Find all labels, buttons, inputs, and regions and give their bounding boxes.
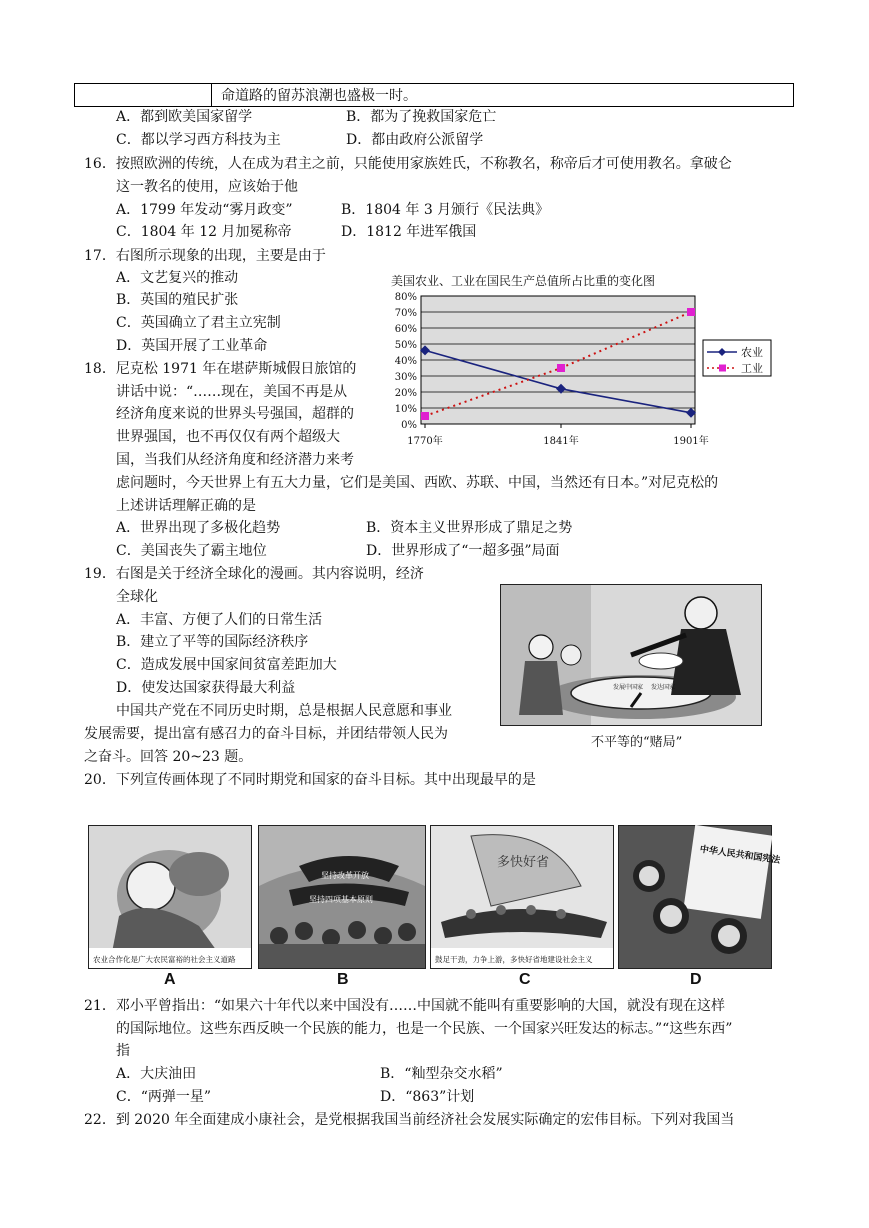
- q19-option-a: A．丰富、方便了人们的日常生活: [116, 612, 323, 628]
- q18-line4: 世界强国，也不再仅仅有两个超级大: [116, 429, 340, 445]
- q18-option-b: B．资本主义世界形成了鼎足之势: [366, 520, 573, 536]
- q18-line6: 虑问题时，今天世界上有五大力量，它们是美国、西欧、苏联、中国，当然还有日本。”对尼克松的: [116, 475, 719, 491]
- q17-option-b: B．英国的殖民扩张: [116, 292, 239, 308]
- y-tick-label: 30%: [394, 372, 417, 383]
- poster-b-label: B: [337, 971, 349, 988]
- poster-d-drawing: [619, 826, 781, 968]
- poster-b-drawing: [259, 826, 425, 968]
- q16-option-c: C．1804 年 12 月加冕称帝: [116, 224, 292, 240]
- q16-stem-line1: 16．按照欧洲的传统，人在成为君主之前，只能使用家族姓氏，不称教名，称帝后才可使用教名。拿破仑: [84, 156, 732, 172]
- plate-text-developing: 发展中国家: [613, 684, 644, 691]
- poster-c-label: C: [519, 971, 531, 988]
- cartoon-drawing: [501, 585, 761, 725]
- q16-option-d: D．1812 年进军俄国: [341, 224, 477, 240]
- poster-c: [430, 825, 614, 969]
- q20-stem: 20．下列宣传画体现了不同时期党和国家的奋斗目标。其中出现最早的是: [84, 772, 536, 788]
- poster-a-label: A: [164, 971, 176, 988]
- poster-b-banner1: 坚持改革开放: [321, 871, 369, 880]
- q15-option-a: A．都到欧美国家留学: [116, 109, 253, 125]
- legend-label-1: 农业: [741, 346, 763, 359]
- q18-option-d: D．世界形成了“一超多强”局面: [366, 543, 560, 559]
- q17-option-d: D．英国开展了工业革命: [116, 338, 268, 354]
- q15-option-c: C．都以学习西方科技为主: [116, 132, 281, 148]
- chart-title: 美国农业、工业在国民生产总值所占比重的变化图: [391, 274, 656, 288]
- q19-option-c: C．造成发展中国家间贫富差距加大: [116, 657, 337, 673]
- q21-option-a: A．大庆油田: [116, 1066, 197, 1082]
- series-point-2: [421, 412, 429, 420]
- q18-line1: 18．尼克松 1971 年在堪萨斯城假日旅馆的: [84, 361, 357, 377]
- poster-c-drawing: [431, 826, 613, 968]
- q17-option-a: A．文艺复兴的推动: [116, 270, 239, 286]
- y-tick-label: 40%: [394, 356, 417, 367]
- q17-stem: 17．右图所示现象的出现，主要是由于: [84, 248, 326, 264]
- poster-d: [618, 825, 781, 969]
- legend-label-2: 工业: [741, 362, 763, 375]
- poster-a: [88, 825, 252, 969]
- q21-option-c: C．“两弹一星”: [116, 1089, 212, 1105]
- q18-option-c: C．美国丧失了霸主地位: [116, 543, 267, 559]
- q18-line2: 讲话中说：“……现在，美国不再是从: [116, 384, 348, 400]
- table-cell-text: 命道路的留苏浪潮也盛极一时。: [221, 88, 417, 104]
- poster-d-paper: 中华人民共和国宪法: [699, 844, 781, 866]
- legend-marker-2: [719, 365, 726, 372]
- intro-line1: 中国共产党在不同历史时期，总是根据人民意愿和事业: [116, 703, 452, 719]
- q22-line1: 22．到 2020 年全面建成小康社会，是党根据我国当前经济社会发展实际确定的宏伟目标。下列对我国当: [84, 1112, 735, 1128]
- q21-option-d: D．“863”计划: [380, 1089, 475, 1105]
- q19-line1: 19．右图是关于经济全球化的漫画。其内容说明，经济: [84, 566, 424, 582]
- q18-line5: 国，当我们从经济角度和经济潜力来考: [116, 452, 354, 468]
- q15-option-d: D．都由政府公派留学: [346, 132, 484, 148]
- poster-c-caption: 鼓足干劲，力争上游，多快好省地建设社会主义: [435, 955, 593, 964]
- cartoon-caption: 不平等的“赌局”: [591, 735, 683, 750]
- q19-option-b: B．建立了平等的国际经济秩序: [116, 634, 309, 650]
- q21-option-b: B．“籼型杂交水稻”: [380, 1066, 503, 1082]
- q21-line2: 的国际地位。这些东西反映一个民族的能力，也是一个民族、一个国家兴旺发达的标志。”“这些东西”: [116, 1021, 733, 1037]
- q21-line3: 指: [116, 1043, 130, 1059]
- x-tick-label: 1901年: [673, 436, 709, 447]
- q19-line2: 全球化: [116, 589, 158, 605]
- q21-line1: 21．邓小平曾指出：“如果六十年代以来中国没有……中国就不能叫有重要影响的大国，就没有现在这样: [84, 998, 725, 1014]
- y-tick-label: 70%: [394, 308, 417, 319]
- poster-d-label: D: [690, 971, 702, 988]
- x-tick-label: 1770年: [407, 436, 443, 447]
- y-tick-label: 0%: [401, 420, 417, 431]
- q15-option-b: B．都为了挽救国家危亡: [346, 109, 497, 125]
- intro-line3: 之奋斗。回答 20~23 题。: [84, 749, 253, 765]
- q16-option-a: A．1799 年发动“雾月政变”: [116, 202, 293, 218]
- poster-c-sail: 多快好省: [497, 855, 550, 870]
- y-tick-label: 50%: [394, 340, 417, 351]
- q19-option-d: D．使发达国家获得最大利益: [116, 680, 296, 696]
- y-tick-label: 60%: [394, 324, 417, 335]
- y-tick-label: 10%: [394, 404, 417, 415]
- poster-b: [258, 825, 426, 969]
- series-point-2: [687, 308, 695, 316]
- y-tick-label: 80%: [394, 292, 417, 303]
- q18-line3: 经济角度来说的世界头号强国，超群的: [116, 406, 354, 422]
- q18-option-a: A．世界出现了多极化趋势: [116, 520, 281, 536]
- x-tick-label: 1841年: [543, 436, 579, 447]
- q17-option-c: C．英国确立了君主立宪制: [116, 315, 281, 331]
- intro-line2: 发展需要，提出富有感召力的奋斗目标，并团结带领人民为: [84, 726, 448, 742]
- table-row: [74, 83, 794, 107]
- gambling-cartoon: [500, 584, 762, 726]
- q16-stem-line2: 这一教名的使用，应该始于他: [116, 179, 298, 195]
- q16-option-b: B．1804 年 3 月颁行《民法典》: [341, 202, 550, 218]
- line-chart: [385, 268, 785, 458]
- poster-a-caption: 农业合作化是广大农民富裕的社会主义道路: [93, 955, 236, 964]
- series-point-2: [557, 364, 565, 372]
- y-tick-label: 20%: [394, 388, 417, 399]
- q18-line7: 上述讲话理解正确的是: [116, 498, 256, 514]
- plate-text-developed: 发达国家: [651, 684, 676, 691]
- table-cell-empty: [75, 84, 212, 106]
- poster-b-banner2: 坚持四项基本原则: [309, 895, 373, 904]
- poster-a-drawing: [89, 826, 251, 968]
